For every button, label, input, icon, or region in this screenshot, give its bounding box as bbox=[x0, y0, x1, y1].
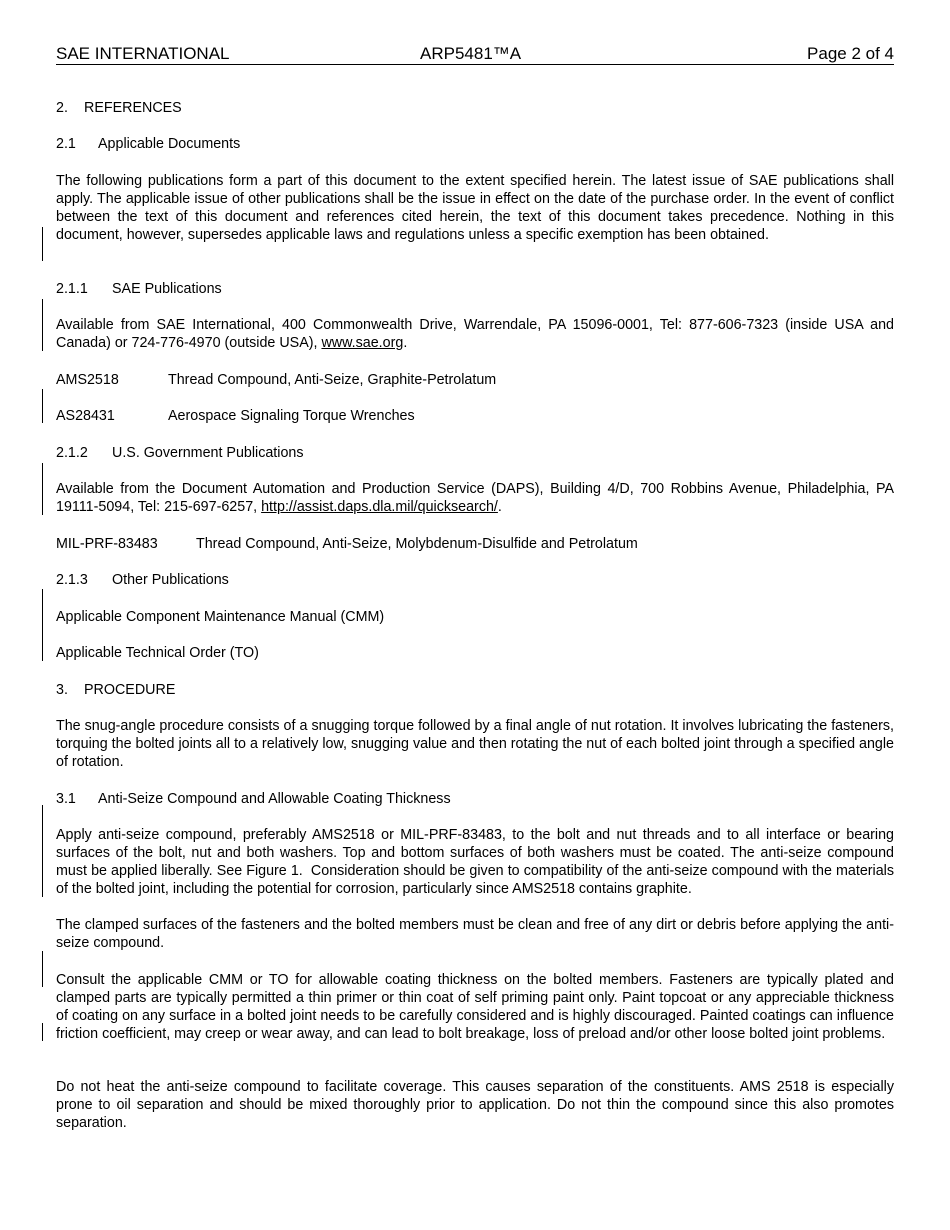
paragraph-clean-surfaces: The clamped surfaces of the fasteners and the bolted members must be clean and free of any dirt or debris before applying the anti-seize compound. bbox=[56, 917, 894, 951]
paragraph-do-not-heat: Do not heat the anti-seize compound to facilitate coverage. This causes separation of the constituents. AMS 2518 is especially prone to oil separation and should be mixed thoroughly prior to application. Do not thin the compound since this also promotes separation. bbox=[56, 1079, 894, 1131]
reference-code: MIL-PRF-83483 bbox=[56, 536, 158, 552]
section-title: Anti-Seize Compound and Allowable Coating Thickness bbox=[98, 791, 451, 807]
section-number: 2.1.2 bbox=[56, 445, 88, 461]
section-number: 3. bbox=[56, 682, 68, 698]
assist-quicksearch-link[interactable]: http://assist.daps.dla.mil/quicksearch/ bbox=[261, 499, 498, 515]
section-number: 2.1 bbox=[56, 136, 76, 152]
change-bar bbox=[42, 463, 43, 515]
section-title: Applicable Documents bbox=[98, 136, 241, 152]
list-item-cmm: Applicable Component Maintenance Manual (CMM) bbox=[56, 609, 385, 625]
sae-website-link[interactable]: www.sae.org bbox=[321, 335, 404, 351]
section-heading-procedure bbox=[56, 681, 894, 699]
header-doc-id: ARP5481™A bbox=[420, 44, 522, 63]
change-bar bbox=[42, 805, 43, 897]
section-title: PROCEDURE bbox=[84, 682, 176, 698]
change-bar bbox=[42, 389, 43, 423]
paragraph-apply-anti-seize: Apply anti-seize compound, preferably AMS2518 or MIL-PRF-83483, to the bolt and nut threads and to all interface or bearing surfaces of the bolt, nut and both washers. Top and bottom surfaces of both washers must be coated. The anti-seize compound must be applied liberally. See Figure 1. Consideration should be given to compatibility of the anti-seize compound with the materials of the bolted joint, including the potential for corrosion, particularly since AMS2518 contains graphite. bbox=[56, 827, 894, 897]
section-number: 2.1.3 bbox=[56, 572, 88, 588]
reference-title: Aerospace Signaling Torque Wrenches bbox=[168, 408, 415, 424]
paragraph-daps-availability bbox=[56, 480, 894, 516]
section-heading-references bbox=[56, 99, 894, 117]
paragraph-sae-availability bbox=[56, 316, 894, 352]
paragraph-text: . bbox=[403, 335, 408, 351]
section-heading-other-publications bbox=[56, 571, 894, 589]
section-number: 2.1.1 bbox=[56, 281, 88, 297]
change-bar bbox=[42, 951, 43, 987]
section-number: 2. bbox=[56, 100, 68, 116]
section-number: 3.1 bbox=[56, 791, 76, 807]
change-bar bbox=[42, 227, 43, 261]
header-page-number: Page 2 of 4 bbox=[807, 44, 894, 63]
list-item-to: Applicable Technical Order (TO) bbox=[56, 645, 259, 661]
section-title: REFERENCES bbox=[84, 100, 182, 116]
paragraph-text: Available from the Document Automation and Production Service (DAPS), Building 4/D, 700 Robbins Avenue, Philadelphia, PA 19111-5094, Tel: 215-697-6257, bbox=[56, 481, 894, 515]
paragraph-procedure: The snug-angle procedure consists of a snugging torque followed by a final angle of nut rotation. It involves lubricating the fasteners, torquing the bolted joints all to a relatively low, snugging value and then rotating the nut of each bolted joint through a specified angle of rotation. bbox=[56, 718, 894, 770]
paragraph-applicable-documents: The following publications form a part of this document to the extent specified herein. The latest issue of SAE publications shall apply. The applicable issue of other publications shall be the issue in effect on the date of the purchase order. In the event of conflict between the text of this document and references cited herein, the text of this document takes precedence. Nothing in this document, however, supersedes applicable laws and regulations unless a specific exemption has been obtained. bbox=[56, 173, 894, 243]
section-title: U.S. Government Publications bbox=[112, 445, 304, 461]
section-heading-us-government-publications bbox=[56, 444, 894, 462]
paragraph-text: Available from SAE International, 400 Commonwealth Drive, Warrendale, PA 15096-0001, Tel: 877-606-7323 (inside USA and Canada) or 724-776-4970 (outside USA), bbox=[56, 317, 894, 351]
section-heading-sae-publications bbox=[56, 280, 894, 298]
section-heading-applicable-documents bbox=[56, 135, 894, 153]
change-bar bbox=[42, 1023, 43, 1041]
change-bar bbox=[42, 589, 43, 661]
reference-title: Thread Compound, Anti-Seize, Molybdenum-Disulfide and Petrolatum bbox=[196, 536, 638, 552]
section-title: Other Publications bbox=[112, 572, 229, 588]
reference-code: AMS2518 bbox=[56, 372, 119, 388]
change-bar bbox=[42, 299, 43, 351]
section-title: SAE Publications bbox=[112, 281, 222, 297]
section-heading-anti-seize bbox=[56, 790, 894, 808]
reference-code: AS28431 bbox=[56, 408, 115, 424]
reference-title: Thread Compound, Anti-Seize, Graphite-Petrolatum bbox=[168, 372, 497, 388]
paragraph-coating-thickness: Consult the applicable CMM or TO for allowable coating thickness on the bolted members. Fasteners are typically plated and clamped parts are typically permitted a thin primer or thin coat of self priming paint only. Paint topcoat or any appreciable thickness of coating on any surface in a bolted joint needs to be carefully considered and is highly discouraged. Painted coatings can influence friction coefficient, may creep or wear away, and can lead to bolt breakage, loss of preload and/or other loose bolted joint problems. bbox=[56, 972, 894, 1042]
paragraph-text: . bbox=[497, 499, 502, 515]
page-header bbox=[56, 44, 894, 65]
header-org: SAE INTERNATIONAL bbox=[56, 44, 230, 63]
